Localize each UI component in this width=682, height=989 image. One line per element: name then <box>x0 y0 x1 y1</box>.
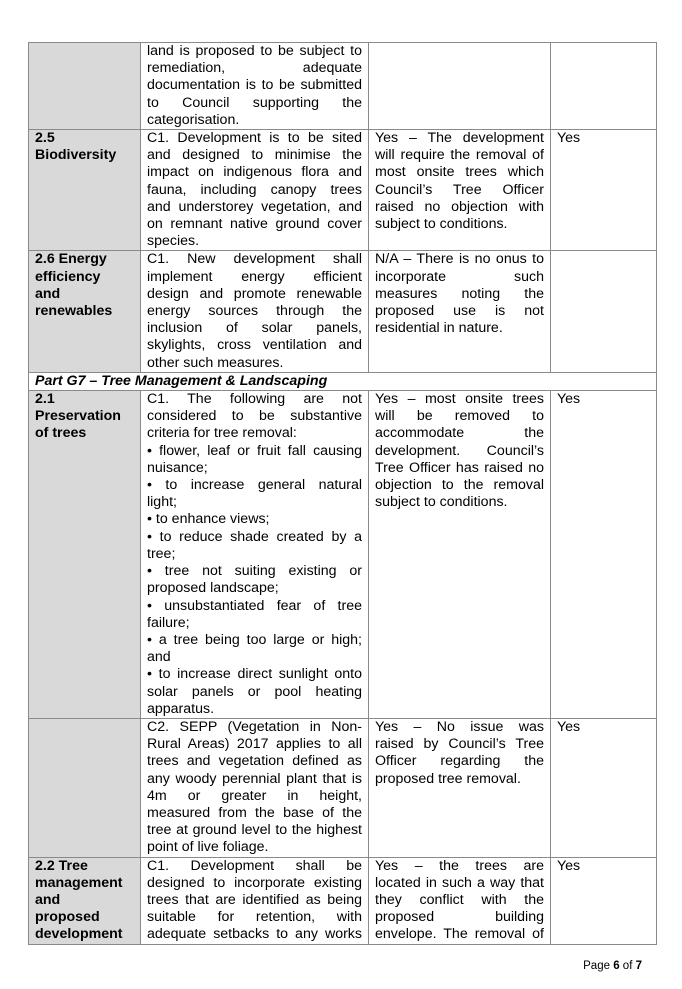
control-heading-cell <box>29 857 141 944</box>
heading-line: 2.6 Energy <box>35 251 107 268</box>
footer-prefix: Page <box>583 960 614 972</box>
text-line: Council’s Tree Officer <box>375 181 544 198</box>
text-line: land is proposed to be subject to <box>147 43 362 59</box>
control-text-cell <box>141 391 369 719</box>
heading-line: and <box>35 891 61 908</box>
text-line: raised by Council’s Tree <box>375 736 544 753</box>
text-line: fauna, including canopy trees <box>147 181 362 198</box>
text-line: will be removed to <box>375 408 544 425</box>
complies-cell: Yes <box>551 857 657 944</box>
text-line: impact on indigenous flora and <box>147 164 362 181</box>
heading-line: proposed <box>35 909 100 926</box>
comment-cell <box>369 718 551 857</box>
text-line: subject to conditions. <box>375 494 508 511</box>
text-line: subject to conditions. <box>375 216 508 233</box>
text-line: C2. SEPP (Vegetation in Non- <box>147 718 362 735</box>
text-line: • flower, leaf or fruit fall causing <box>147 442 362 459</box>
text-line: • to increase general natural <box>147 477 362 494</box>
text-line: Officer regarding the <box>375 753 544 770</box>
text-line: objection to the removal <box>375 477 544 494</box>
text-line: • unsubstantiated fear of tree <box>147 597 362 614</box>
text-line: measures noting the <box>375 285 544 302</box>
text-line: N/A – There is no onus to <box>375 251 544 268</box>
text-line: Yes – the trees are <box>375 857 544 874</box>
control-heading-cell <box>29 130 141 251</box>
text-line: measured from the base of the <box>147 804 362 821</box>
text-line: categorisation. <box>147 111 240 128</box>
text-line: light; <box>147 494 177 511</box>
text-line: documentation is to be submitted <box>147 77 362 94</box>
heading-line: 2.1 <box>35 391 55 408</box>
page-footer <box>583 960 642 972</box>
heading-line: of trees <box>35 425 87 442</box>
text-line: inclusion of solar panels, <box>147 320 362 337</box>
table-row <box>29 718 657 857</box>
text-line: most onsite trees which <box>375 164 544 181</box>
part-heading: Part G7 – Tree Management & Landscaping <box>29 372 657 390</box>
comment-cell <box>369 43 551 130</box>
text-line: Yes – most onsite trees <box>375 391 544 408</box>
text-line: Rural Areas) 2017 applies to all <box>147 736 362 753</box>
section-row <box>29 372 657 390</box>
text-line: solar panels or pool heating <box>147 683 362 700</box>
text-line: Yes – The development <box>375 130 544 147</box>
control-text-cell <box>141 718 369 857</box>
text-line: other such measures. <box>147 354 284 371</box>
table-row <box>29 251 657 372</box>
text-line: residential in nature. <box>375 320 503 337</box>
comment-cell <box>369 391 551 719</box>
text-line: designed to incorporate existing <box>147 874 362 891</box>
text-line: tree; <box>147 545 176 562</box>
text-line: located in such a way that <box>375 874 544 891</box>
text-line: accommodate the <box>375 425 544 442</box>
text-line: tree at ground level to the highest <box>147 822 362 839</box>
text-line: proposed tree removal. <box>375 770 521 787</box>
table-row <box>29 857 657 944</box>
text-line: Tree Officer has raised no <box>375 459 544 476</box>
control-heading-cell <box>29 718 141 857</box>
text-line: incorporate such <box>375 268 544 285</box>
text-line: to Council supporting the <box>147 94 362 111</box>
text-line: envelope. The removal of <box>375 926 544 943</box>
text-line: failure; <box>147 614 190 631</box>
text-line: C1. Development shall be <box>147 857 362 874</box>
complies-cell <box>551 43 657 130</box>
text-line: skylights, cross ventilation and <box>147 337 362 354</box>
text-line: apparatus. <box>147 700 215 717</box>
text-line: proposed landscape; <box>147 580 279 597</box>
control-heading-cell <box>29 391 141 719</box>
page-number: 6 <box>613 960 620 972</box>
complies-cell <box>551 251 657 372</box>
text-line: on remnant native ground cover <box>147 216 362 233</box>
control-text-cell <box>141 251 369 372</box>
heading-line: renewables <box>35 303 113 320</box>
text-line: • tree not suiting existing or <box>147 563 362 580</box>
text-line: C1. Development is to be sited <box>147 130 362 147</box>
comment-cell <box>369 857 551 944</box>
text-line: considered to be substantive <box>147 408 362 425</box>
control-text-cell <box>141 43 369 130</box>
heading-line: and <box>35 285 61 302</box>
comment-cell <box>369 251 551 372</box>
text-line: and <box>147 649 171 666</box>
text-line: raised no objection with <box>375 198 544 215</box>
comment-cell <box>369 130 551 251</box>
text-line: will require the removal of <box>375 147 544 164</box>
heading-line: 2.2 Tree <box>35 857 88 874</box>
table-row <box>29 391 657 719</box>
text-line: C1. New development shall <box>147 251 362 268</box>
compliance-table <box>28 42 657 945</box>
text-line: any woody perennial plant that is <box>147 770 362 787</box>
text-line: proposed building <box>375 909 544 926</box>
heading-line: management <box>35 874 123 891</box>
complies-cell: Yes <box>551 718 657 857</box>
control-heading-cell <box>29 43 141 130</box>
text-line: and understorey vegetation, and <box>147 198 362 215</box>
heading-line: Biodiversity <box>35 147 117 164</box>
page-total: 7 <box>635 960 642 972</box>
complies-cell: Yes <box>551 130 657 251</box>
control-text-cell <box>141 130 369 251</box>
table-row <box>29 130 657 251</box>
heading-line: development <box>35 926 123 943</box>
text-line: criteria for tree removal: <box>147 425 297 442</box>
control-text-cell <box>141 857 369 944</box>
text-line: energy sources through the <box>147 303 362 320</box>
text-line: • to enhance views; <box>147 511 270 528</box>
text-line: 4m or greater in height, <box>147 787 362 804</box>
text-line: adequate setbacks to any works <box>147 926 362 943</box>
text-line: • a tree being too large or high; <box>147 631 362 648</box>
heading-line: 2.5 <box>35 130 55 147</box>
text-line: remediation, adequate <box>147 60 362 77</box>
text-line: implement energy efficient <box>147 268 362 285</box>
text-line: trees and vegetation defined as <box>147 753 362 770</box>
text-line: species. <box>147 233 200 250</box>
text-line: C1. The following are not <box>147 391 362 408</box>
text-line: design and promote renewable <box>147 285 362 302</box>
heading-line: Preservation <box>35 408 121 425</box>
text-line: and designed to minimise the <box>147 147 362 164</box>
footer-middle: of <box>619 960 636 972</box>
table-row <box>29 43 657 130</box>
control-heading-cell <box>29 251 141 372</box>
heading-line: efficiency <box>35 268 101 285</box>
text-line: trees that are identified as being <box>147 891 362 908</box>
complies-cell: Yes <box>551 391 657 719</box>
text-line: • to increase direct sunlight onto <box>147 666 362 683</box>
text-line: point of live foliage. <box>147 839 269 856</box>
text-line: nuisance; <box>147 459 208 476</box>
text-line: suitable for retention, with <box>147 909 362 926</box>
text-line: Yes – No issue was <box>375 718 544 735</box>
text-line: • to reduce shade created by a <box>147 528 362 545</box>
text-line: development. Council’s <box>375 442 544 459</box>
text-line: proposed use is not <box>375 303 544 320</box>
text-line: they conflict with the <box>375 891 544 908</box>
